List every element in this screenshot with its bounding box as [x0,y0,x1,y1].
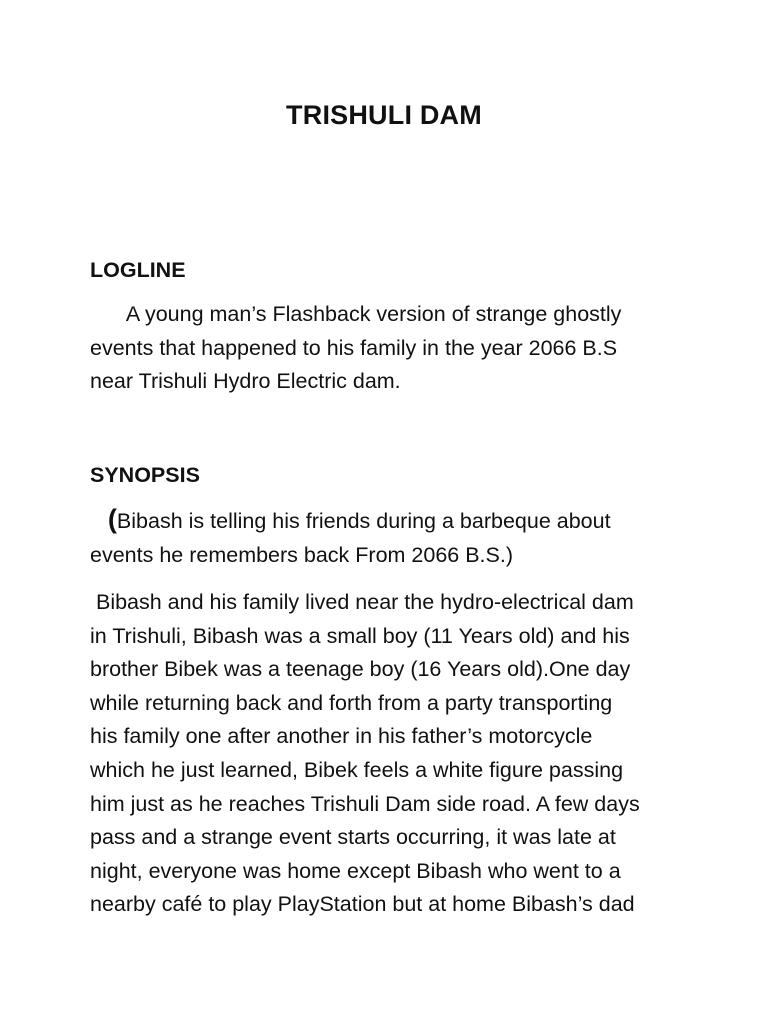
synopsis-body-line: nearby café to play PlayStation but at home Bibash’s dad [90,892,635,917]
synopsis-intro [90,503,690,572]
synopsis-body-line: while returning back and forth from a party transporting [90,690,613,715]
synopsis-intro-text: Bibash is telling his friends during a barbeque about [116,509,611,533]
logline-paragraph [90,298,690,399]
synopsis-body-line: pass and a strange event starts occurring, it was late at [90,825,616,850]
logline-line: near Trishuli Hydro Electric dam. [90,369,401,394]
synopsis-body-line: night, everyone was home except Bibash who went to a [90,858,621,883]
synopsis-body-line: in Trishuli, Bibash was a small boy (11 Years old) and his [90,623,630,648]
synopsis-body-line: which he just learned, Bibek feels a white figure passing [90,757,624,782]
logline-line: A young man’s Flashback version of strange ghostly [90,302,622,326]
synopsis-body-line: him just as he reaches Trishuli Dam side road. A few days [90,791,640,816]
synopsis-intro-line: events he remembers back From 2066 B.S.) [90,542,514,567]
synopsis-heading: SYNOPSIS [90,463,200,487]
open-parenthesis: ( [107,504,117,534]
logline-line: events that happened to his family in the year 2066 B.S [90,335,618,360]
synopsis-body-line: brother Bibek was a teenage boy (16 Years old).One day [90,657,631,682]
document-title: TRISHULI DAM [286,100,482,130]
logline-heading: LOGLINE [90,258,186,282]
synopsis-body-line: his family one after another in his father’s motorcycle [90,724,593,749]
synopsis-body [90,586,690,922]
synopsis-body-line: Bibash and his family lived near the hydro-electrical dam [90,590,634,614]
synopsis-intro-line [90,503,690,539]
